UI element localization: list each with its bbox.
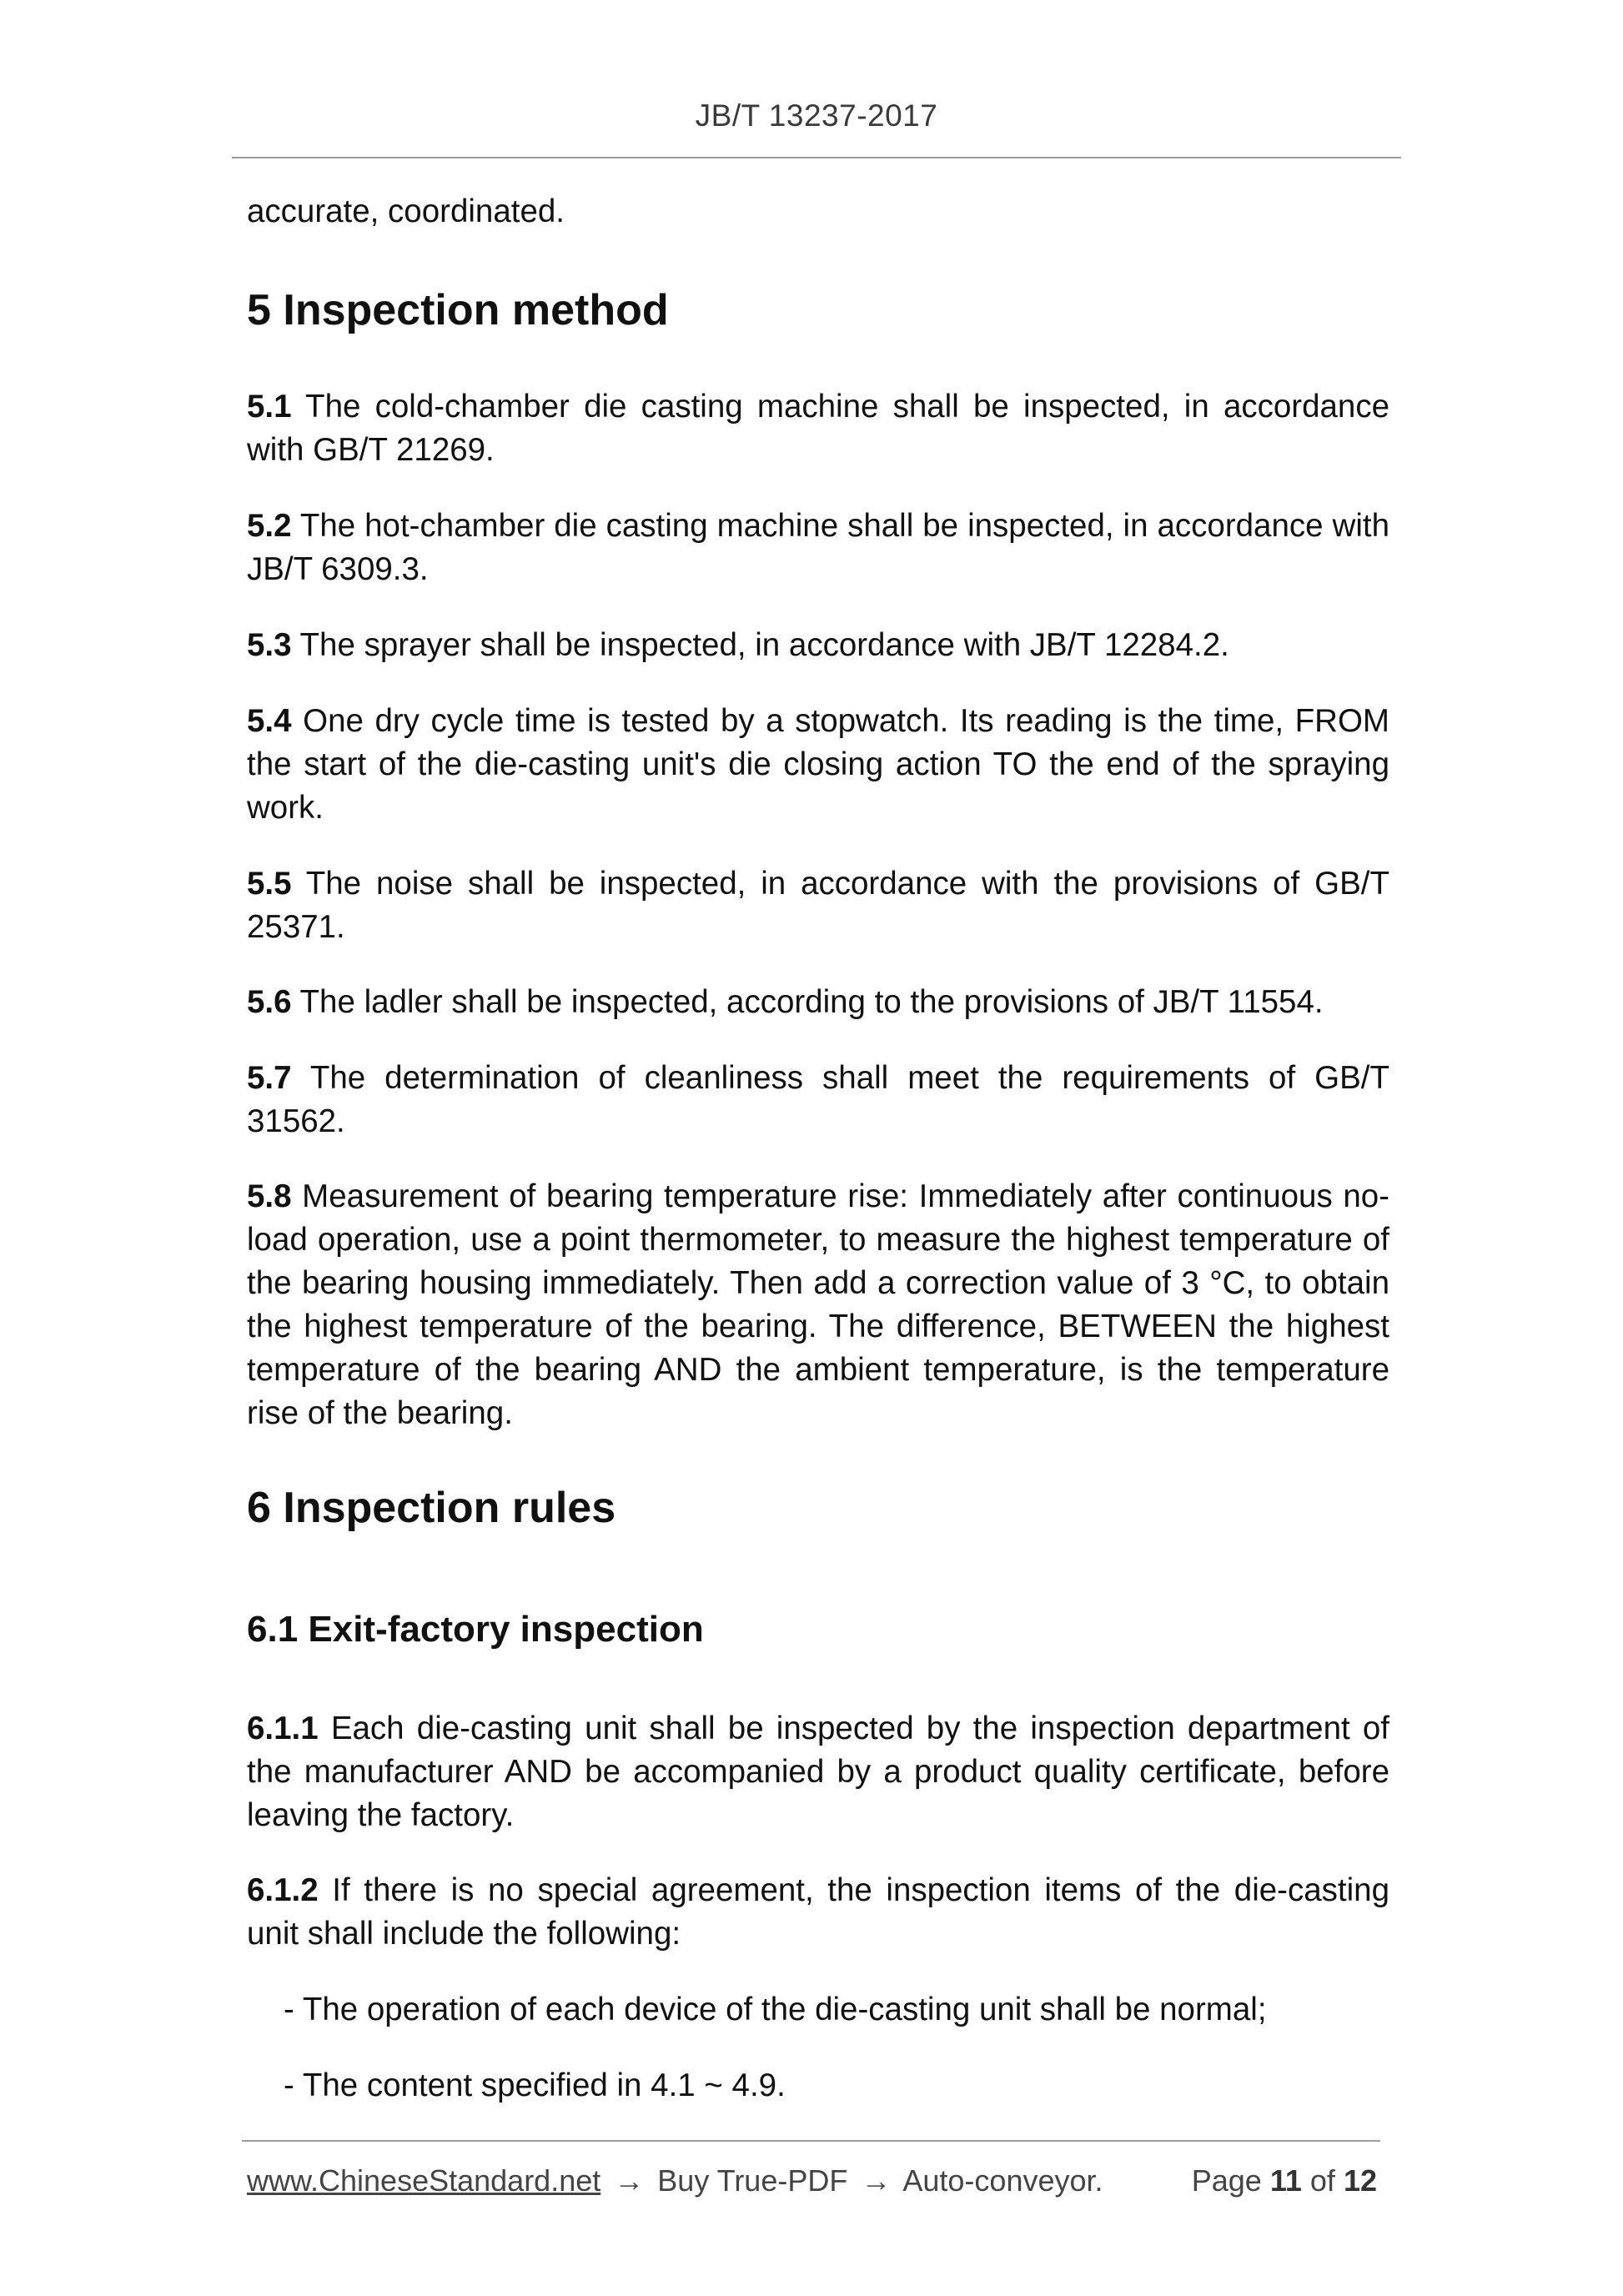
section-5-heading: 5 Inspection method [247,286,669,334]
continuation-text: accurate, coordinated. [247,193,565,229]
clause-6-1-2 [247,1869,1389,1956]
clause-number: 5.3 [247,627,292,663]
clause-text: Measurement of bearing temperature rise: Immediately after continuous no-load operation, use a point thermometer, to measure the highest temperature of the bearing housing immediately. Then add a correction value of 3 °C, to obtain the highest temperature of the bearing. The difference, BETWEEN the highest temperature of the bearing AND the ambient temperature, is the temperature rise of the bearing. [247,1178,1389,1431]
current-page-number: 11 [1269,2163,1302,2198]
clause-text: The noise shall be inspected, in accordance with the provisions of GB/T 25371. [247,866,1389,945]
list-item: - The operation of each device of the die-casting unit shall be normal; [284,1992,1267,2027]
of-label: of [1309,2163,1335,2198]
clause-5-2 [247,505,1389,591]
clause-number: 5.2 [247,508,292,544]
clause-number: 5.6 [247,984,292,1020]
clause-text: The determination of cleanliness shall meet the requirements of GB/T 31562. [247,1060,1389,1139]
arrow-right-icon: → [614,2163,645,2198]
list-item: - The content specified in 4.1 ~ 4.9. [284,2067,786,2103]
clause-5-5 [247,862,1389,949]
clause-number: 6.1.1 [247,1711,319,1746]
clause-number: 5.4 [247,703,292,739]
auto-conveyor-text: Auto-conveyor. [902,2163,1103,2198]
clause-text: The sprayer shall be inspected, in accordance with JB/T 12284.2. [291,627,1229,663]
clause-text: The cold-chamber die casting machine shall be inspected, in accordance with GB/T 21269. [247,389,1389,468]
page-footer [247,2163,1377,2198]
total-pages-number: 12 [1343,2163,1377,2198]
clause-text: The hot-chamber die casting machine shall be inspected, in accordance with JB/T 6309.3. [247,508,1389,587]
clause-5-4 [247,700,1389,830]
header-divider [232,157,1401,158]
subsection-6-1-heading: 6.1 Exit-factory inspection [247,1609,704,1650]
clause-5-7 [247,1057,1389,1143]
clause-5-8 [247,1175,1389,1435]
clause-6-1-1 [247,1707,1389,1837]
clause-text: One dry cycle time is tested by a stopwatch. Its reading is the time, FROM the start of the die-casting unit's die closing action TO the end of the spraying work. [247,703,1389,826]
page-label: Page [1191,2163,1262,2198]
clause-number: 6.1.2 [247,1872,319,1908]
clause-5-3 [247,624,1389,667]
buy-true-pdf-text: Buy True-PDF [657,2163,848,2198]
clause-5-1 [247,385,1389,472]
clause-text: Each die-casting unit shall be inspected by the inspection department of the manufacturer AND be accompanied by a product quality certificate, before leaving the factory. [247,1711,1389,1833]
section-6-heading: 6 Inspection rules [247,1484,616,1532]
clause-number: 5.5 [247,866,292,902]
clause-number: 5.7 [247,1060,292,1096]
clause-text: The ladler shall be inspected, according to the provisions of JB/T 11554. [291,984,1324,1020]
website-link[interactable]: www.ChineseStandard.net [247,2163,601,2198]
clause-number: 5.1 [247,389,292,425]
page-indicator [1192,2163,1377,2198]
clause-5-6 [247,981,1389,1024]
footer-divider [242,2140,1380,2142]
document-id-header: JB/T 13237-2017 [695,98,938,133]
clause-text: If there is no special agreement, the inspection items of the die-casting unit shall include the following: [247,1872,1389,1952]
clause-number: 5.8 [247,1178,292,1214]
arrow-right-icon: → [861,2163,892,2198]
